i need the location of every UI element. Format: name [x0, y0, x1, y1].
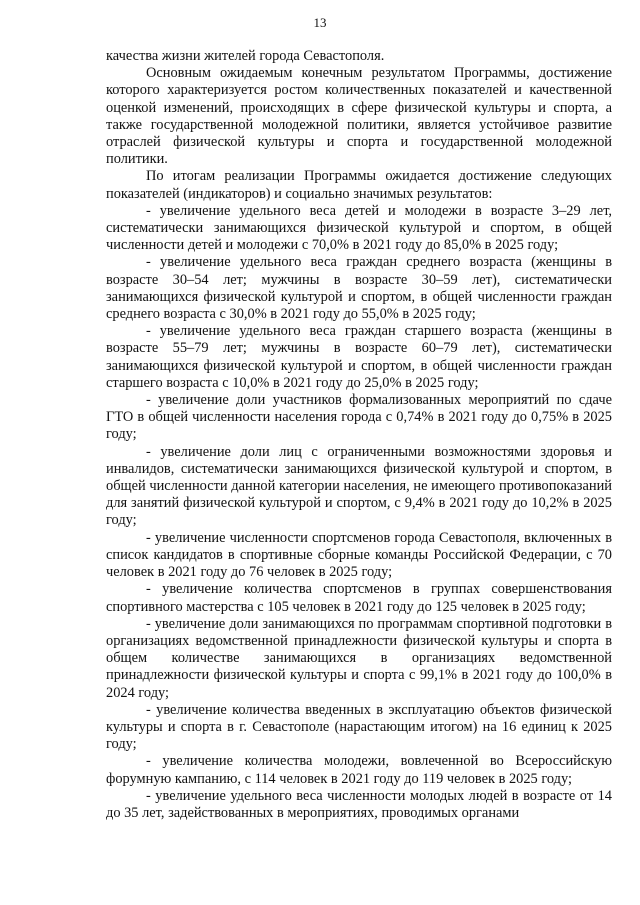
list-item: - увеличение удельного веса детей и молодежи в возрасте 3–29 лет, систематически занимающихся физической культурой и спортом, в общей численности детей и молодежи с 70,0% в 2021 году до 85,0% в 2025 году; [106, 202, 612, 254]
list-item: - увеличение количества спортсменов в группах совершенствования спортивного мастерства с 105 человек в 2021 году до 125 человек в 2025 году; [106, 581, 612, 615]
list-item: - увеличение удельного веса численности молодых людей в возрасте от 14 до 35 лет, задействованных в мероприятиях, проводимых органами [106, 787, 612, 821]
list-item: - увеличение доли лиц с ограниченными возможностями здоровья и инвалидов, систематически занимающихся физической культурой и спортом, в общей численности данной категории населения, не имеющего противопоказаний для занятий физической культурой и спортом, с 9,4% в 2021 году до 10,2% в 2025 году; [106, 443, 612, 529]
list-item: - увеличение количества введенных в эксплуатацию объектов физической культуры и спорта в г. Севастополе (нарастающим итогом) на 16 единиц к 2025 году; [106, 701, 612, 753]
paragraph: Основным ожидаемым конечным результатом Программы, достижение которого характеризуется ростом количественных показателей и качественной оценкой изменений, происходящих в сфере физической культуры и спорта, а также государственной молодежной политики, является устойчивое развитие отраслей физической культуры и спорта и государственной молодежной политики. [106, 65, 612, 168]
list-item: - увеличение количества молодежи, вовлеченной во Всероссийскую форумную кампанию, с 114 человек в 2021 году до 119 человек в 2025 году; [106, 753, 612, 787]
body-text [106, 48, 612, 822]
list-item: - увеличение удельного веса граждан среднего возраста (женщины в возрасте 30–54 лет; мужчины в возрасте 30–59 лет), систематически занимающихся физической культурой и спортом, в общей численности граждан среднего возраста с 30,0% в 2021 году до 55,0% в 2025 году; [106, 254, 612, 323]
list-item: - увеличение доли участников формализованных мероприятий по сдаче ГТО в общей численности населения города с 0,74% в 2021 году до 0,75% в 2025 году; [106, 392, 612, 443]
list-item: - увеличение удельного веса граждан старшего возраста (женщины в возрасте 55–79 лет; мужчины в возрасте 60–79 лет), систематически занимающихся физической культурой и спортом, в общей численности граждан старшего возраста с 10,0% в 2021 году до 25,0% в 2025 году; [106, 323, 612, 391]
list-item: - увеличение численности спортсменов города Севастополя, включенных в список кандидатов в спортивные сборные команды Российской Федерации, с 70 человек в 2021 году до 76 человек в 2025 году; [106, 529, 612, 581]
page-number: 13 [313, 15, 327, 30]
paragraph: По итогам реализации Программы ожидается достижение следующих показателей (индикаторов) и социально значимых результатов: [106, 168, 612, 202]
paragraph: качества жизни жителей города Севастополя. [106, 48, 385, 64]
list-item: - увеличение доли занимающихся по программам спортивной подготовки в организациях ведомственной принадлежности физической культуры и спорта в общем количестве занимающихся в организациях ведомственной принадлежности физической культуры и спорта с 99,1% в 2021 году до 100,0% в 2024 году; [106, 615, 612, 701]
